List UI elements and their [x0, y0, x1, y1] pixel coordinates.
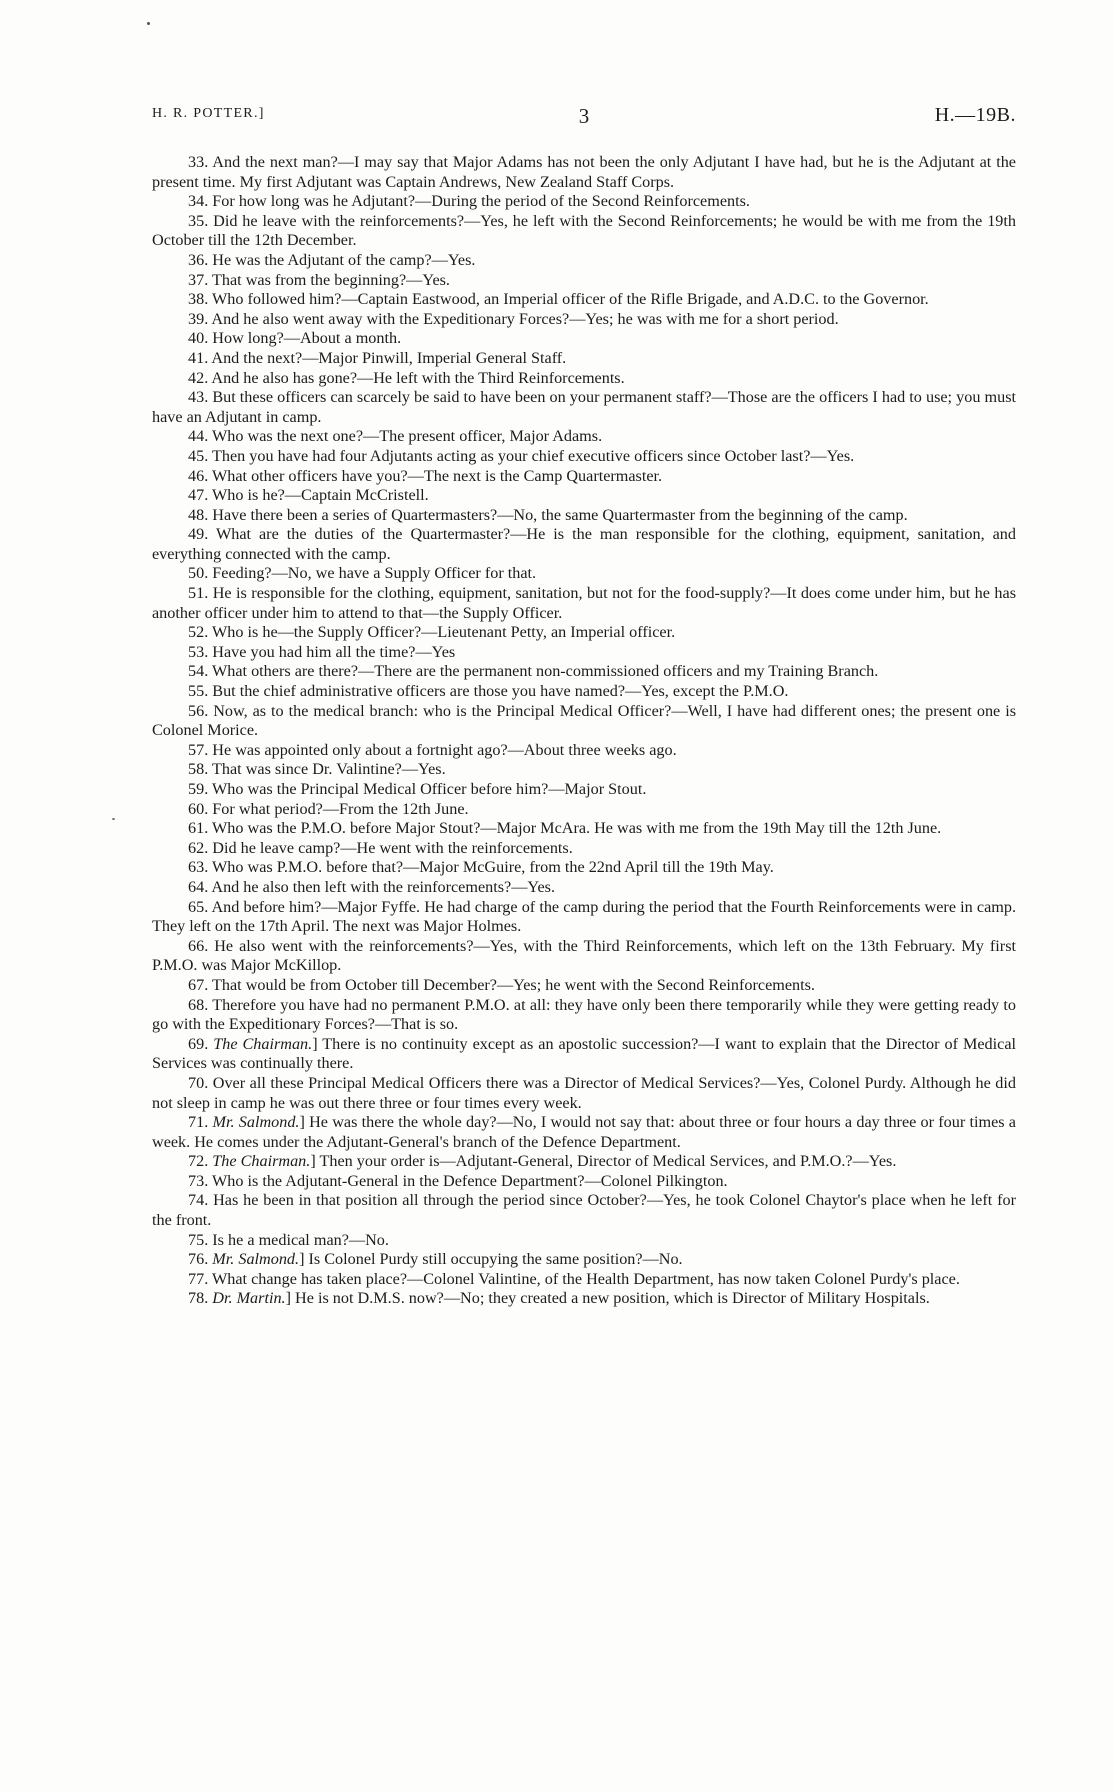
question-paragraph: 51. He is responsible for the clothing, equipment, sanitation, but not for the food-supply?—It does come under him, but he has another officer under him to attend to that—the Supply Officer. — [152, 584, 1016, 622]
question-paragraph — [152, 1250, 1016, 1270]
question-paragraph: 60. For what period?—From the 12th June. — [188, 799, 469, 818]
speaker-name: Mr. Salmond. — [212, 1250, 300, 1269]
question-paragraph: 73. Who is the Adjutant-General in the Defence Department?—Colonel Pilkington. — [188, 1171, 728, 1190]
question-paragraph: 37. That was from the beginning?—Yes. — [188, 270, 450, 289]
question-paragraph: 66. He also went with the reinforcements?—Yes, with the Third Reinforcements, which left on the 13th February. My first P.M.O. was Major McKillop. — [152, 936, 1016, 975]
question-paragraph: 33. And the next man?—I may say that Major Adams has not been the only Adjutant I have had, but he is the Adjutant at the present time. My first Adjutant was Captain Andrews, New Zealand Staff Corps. — [152, 153, 1016, 191]
question-paragraph: 68. Therefore you have had no permanent P.M.O. at all: they have only been there temporarily while they were getting ready to go with the Expeditionary Forces?—That is so. — [152, 995, 1016, 1034]
question-paragraph: 54. What others are there?—There are the permanent non-commissioned officers and my Training Branch. — [188, 662, 879, 681]
question-text: ] Is Colonel Purdy still occupying the same position?—No. — [299, 1250, 683, 1269]
question-paragraph: 38. Who followed him?—Captain Eastwood, an Imperial officer of the Rifle Brigade, and A.D.C. to the Governor. — [188, 290, 929, 309]
speaker-name: Mr. Salmond. — [212, 1113, 300, 1132]
question-paragraph: 50. Feeding?—No, we have a Supply Officer for that. — [188, 564, 537, 583]
question-paragraph: 40. How long?—About a month. — [188, 329, 402, 348]
question-paragraph: 46. What other officers have you?—The next is the Camp Quartermaster. — [188, 466, 663, 485]
question-paragraph: 55. But the chief administrative officers are those you have named?—Yes, except the P.M.O. — [188, 682, 789, 701]
question-paragraph: 61. Who was the P.M.O. before Major Stout?—Major McAra. He was with me from the 19th May till the 12th June. — [188, 819, 942, 838]
question-paragraph: 36. He was the Adjutant of the camp?—Yes. — [188, 250, 476, 269]
question-paragraph: 43. But these officers can scarcely be said to have been on your permanent staff?—Those are the officers I had to use; you must have an Adjutant in camp. — [152, 388, 1016, 426]
speaker-name: Dr. Martin. — [212, 1289, 286, 1308]
question-paragraph: 65. And before him?—Major Fyffe. He had charge of the camp during the period that the Fourth Reinforcements were in camp. They left on the 17th April. The next was Major Holmes. — [152, 897, 1016, 936]
question-paragraph: 70. Over all these Principal Medical Officers there was a Director of Medical Services?—Yes, Colonel Purdy. Although he did not sleep in camp he was out there three or four times every week. — [152, 1073, 1016, 1112]
question-text: ] He is not D.M.S. now?—No; they created a new position, which is Director of Military Hospitals. — [285, 1289, 930, 1308]
question-paragraph: 77. What change has taken place?—Colonel Valintine, of the Health Department, has now taken Colonel Purdy's place. — [188, 1269, 960, 1288]
question-paragraph: 63. Who was P.M.O. before that?—Major McGuire, from the 22nd April till the 19th May. — [188, 858, 774, 877]
question-paragraph: 58. That was since Dr. Valintine?—Yes. — [188, 760, 446, 779]
question-paragraph: 42. And he also has gone?—He left with the Third Reinforcements. — [188, 368, 625, 387]
question-paragraph — [152, 1289, 1016, 1309]
question-paragraph: 67. That would be from October till December?—Yes; he went with the Second Reinforcements. — [188, 975, 815, 994]
question-paragraph: 74. Has he been in that position all through the period since October?—Yes, he took Colonel Chaytor's place when he left for the front. — [152, 1191, 1016, 1230]
question-paragraph — [152, 1035, 1016, 1074]
running-header — [152, 104, 1016, 130]
question-paragraph: 53. Have you had him all the time?—Yes — [188, 642, 456, 661]
question-paragraph: 41. And the next?—Major Pinwill, Imperial General Staff. — [188, 348, 567, 367]
question-text: ] He was there the whole day?—No, I would not say that: about three or four hours a day three or four times a week. He comes under the Adjutant-General's branch of the Defence Department. — [152, 1113, 1016, 1151]
question-number: 71. — [188, 1113, 213, 1132]
question-paragraph: 56. Now, as to the medical branch: who is the Principal Medical Officer?—Well, I have had different ones; the present one is Colonel Morice. — [152, 701, 1016, 740]
question-paragraph: 45. Then you have had four Adjutants acting as your chief executive officers since October last?—Yes. — [188, 446, 855, 465]
testimony-body — [152, 153, 1016, 1309]
question-number: 69. — [188, 1034, 214, 1053]
question-paragraph: 35. Did he leave with the reinforcements?—Yes, he left with the Second Reinforcements; he would be with me from the 19th October till the 12th December. — [152, 211, 1016, 250]
question-paragraph: 39. And he also went away with the Expeditionary Forces?—Yes; he was with me for a short period. — [188, 309, 839, 328]
question-number: 76. — [188, 1250, 213, 1269]
question-text: ] Then your order is—Adjutant-General, Director of Medical Services, and P.M.O.?—Yes. — [310, 1152, 897, 1171]
question-paragraph: 47. Who is he?—Captain McCristell. — [188, 486, 429, 505]
header-witness-name: H. R. POTTER.] — [152, 106, 265, 121]
scan-speck — [112, 818, 115, 820]
question-paragraph: 59. Who was the Principal Medical Officer before him?—Major Stout. — [188, 780, 647, 798]
speaker-name: The Chairman. — [212, 1152, 311, 1171]
question-number: 72. — [188, 1152, 213, 1171]
question-paragraph: 34. For how long was he Adjutant?—During the period of the Second Reinforcements. — [188, 192, 750, 211]
document-reference: H.—19B. — [934, 104, 1016, 126]
question-paragraph: 57. He was appointed only about a fortnight ago?—About three weeks ago. — [188, 740, 677, 759]
question-paragraph: 48. Have there been a series of Quartermasters?—No, the same Quartermaster from the beginning of the camp. — [188, 505, 908, 524]
question-number: 78. — [188, 1289, 213, 1308]
question-paragraph: 44. Who was the next one?—The present officer, Major Adams. — [188, 427, 603, 446]
question-paragraph — [152, 1152, 1016, 1172]
question-text: ] There is no continuity except as an apostolic succession?—I want to explain that the Director of Medical Services was continually there. — [152, 1034, 1017, 1073]
question-paragraph: 49. What are the duties of the Quartermaster?—He is the man responsible for the clothing, equipment, sanitation, and everything connected with the camp. — [152, 525, 1016, 563]
question-paragraph — [152, 1113, 1016, 1152]
speaker-name: The Chairman. — [213, 1034, 313, 1053]
question-paragraph: 75. Is he a medical man?—No. — [188, 1230, 389, 1249]
question-paragraph: 62. Did he leave camp?—He went with the reinforcements. — [188, 838, 573, 857]
scan-speck — [147, 22, 150, 25]
question-paragraph: 64. And he also then left with the reinforcements?—Yes. — [188, 877, 555, 896]
question-paragraph: 52. Who is he—the Supply Officer?—Lieutenant Petty, an Imperial officer. — [188, 623, 676, 642]
page-number: 3 — [578, 104, 590, 128]
